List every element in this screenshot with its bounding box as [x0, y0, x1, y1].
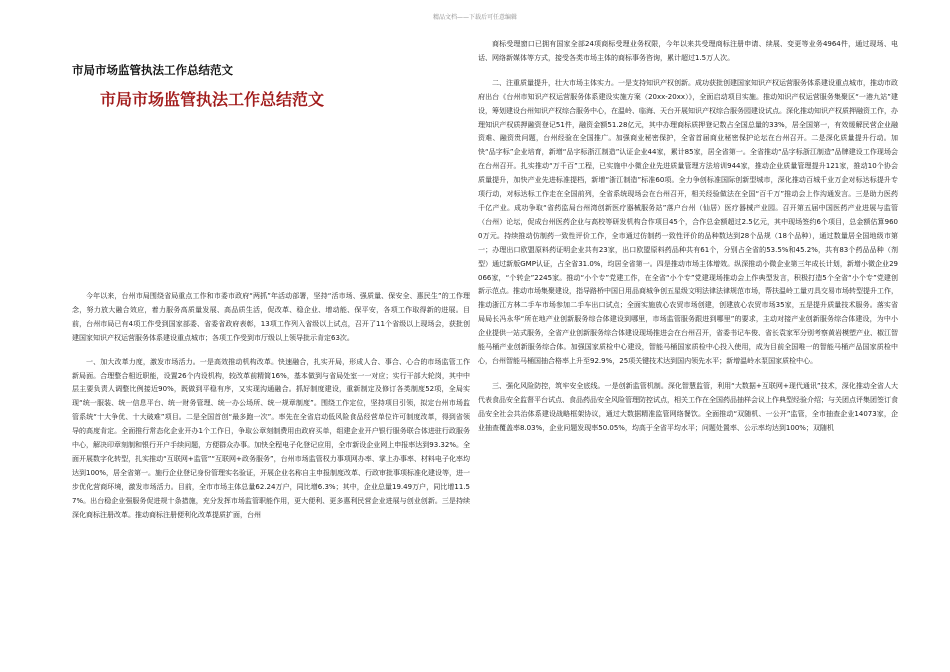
paragraph: 二、注重质量提升，壮大市场主体实力。一是支持知识产权创新。成功获批创建国家知识产权运营服务体系建设重点城市，推动市政府出台《台州市知识产权运营服务体系建设实施方案（20xx-20xx）》，全面启动项目实施。推动知识产权运营服务集聚区“一港九站”建设，筹划建设台州知识产权综合服务中心，在温岭、临海、天台开展知识产权综合服务园建设试点。深化推动知识产权质押融资工作，办理知识产权质押融资登记51件，融资金额51.28亿元，其中办理商标质押登记数占全国总量的33%，居全国第一，有效缓解民营企业融资难、融资贵问题，台州经验在全国推广。加强商业秘密保护，全省首届商业秘密保护论坛在台州召开。二是深化质量提升行动。加快“品字标”企业培育，新增“品字标浙江制造”认证企业44家，累计85家，居全省第一。全省推动“品字标浙江制造”品牌建设工作现场会在台州召开。扎实推动“万千百”工程，已实施中小微企业先进质量管理方法培训944家，推动企业质量管理提升121家，推动10个协会质量提升，加快产业先进标准提档，新增“浙江制造”标准60项。全力争创标准国际创新型城市，深化推动百城千业万企对标达标提升专项行动，对标达标工作走在全国前列，全省系统现场会在台州召开，相关经验做法在全国“百千万”推动会上作沟通发言。三是助力医药千亿产业。成功争取“省药监局台州湾创新医疗器械服务站”落户台州（仙居）医疗器械产业园。召开第五届中国医药产业进展与监管（台州）论坛，促成台州医药企业与高校等研发机构合作项目45个，合作总金额超过2.5亿元，其中现场签约6个项目，总金额估算9600万元。持续推动仿制药一致性评价工作，全市通过仿制药一致性评价的品种数达到28个品规（18个品种），通过数量居全国地级市第一；办理出口欧盟原料药证明企业共有23家，出口欧盟原料药品种共有61个，分别占全省的53.5%和45.2%，共有83个药品品种（剂型）通过新版GMP认证，占全省31.0%，均居全省第一。四是推动市场主体增效。纵深推动小微企业第三年成长计划，新增小微企业29066家，“个转企”2245家。推动“小个专”党建工作，在全省“小个专”党建现场推动会上作典型发言，积极打造5个全省“小个专”党建创新示范点。推动市场集聚建设，指导路桥中国日用品商城争创五星级文明法律法律规范市场，帮扶温岭工量刃具交易市场转型提升工作，推动浙江方林二手车市场参加二手车出口试点；全面实施放心农贸市场创建，创建放心农贸市场35家，五是提升质量技术服务。落实省局局长冯永华“所在地产业创新服务综合体建设到哪里，市场监管服务跟进到哪里”的要求，主动对接产业创新服务综合体建设，为中小企业提供一站式服务，全省产业创新服务综合体建设现场推进会在台州召开，省委书记车俊、省长袁家军分别考察黄岩模塑产业、椒江智能马桶产业创新服务综合体。加强国家质检中心建设，智能马桶国家质检中心投入使用，成为目前全国唯一的智能马桶产品国家质检中心，台州智能马桶国抽合格率上升至92.9%，25项关键技术达到国内领先水平；新增温岭水泵国家质检中心。 [478, 78, 898, 365]
paragraph: 商标受理窗口已拥有国家全部24项商标受理业务权限，今年以来共受理商标注册申请、续展、变更等业务4964件，通过现场、电话、网络新媒体等方式，接受各类市场主体的商标事务咨询，累计超过1.5万人次。 [478, 40, 898, 62]
blank-space [72, 110, 470, 290]
left-column [72, 62, 470, 533]
paragraph: 今年以来，台州市局围绕省局重点工作和市委市政府“两抓”年活动部署，坚持“活市场、强质量、保安全、惠民生”的工作理念，努力放大融合效应，着力服务高质量发展、高品质生活，促改革、稳企业、增动能、保平安，各项工作取得新的进展。目前，台州市局已有4项工作受到国家部委、省委省政府表彰，13项工作列入省级以上试点，召开了11个省级以上现场会，获批创建国家知识产权运营服务体系建设重点城市；各项工作受到市厅级以上领导批示肯定63次。 [72, 292, 470, 342]
paragraph: 三、强化风险防控，筑牢安全底线。一是创新监管机制。深化智慧监管，利用“大数据+互联网+现代通讯”技术，深化推动全省人大代表食品安全监督平台试点、食品药品安全风险管理防控试点，相关工作在全国药品抽样会议上作典型经验介绍；与关团点评集团签订食品安全社会共治体系建设战略框架协议，通过大数据精准监管网络餐饮。全面推动“双随机、一公开”监管，全市抽查企业14073家，企业抽查覆盖率8.03%，企业问题发现率50.05%，均高于全省平均水平；问题处置率、公示率均达到100%；双随机 [478, 381, 898, 432]
paragraph: 一、加大改革力度，激发市场活力。一是高效推动机构改革。快速融合，扎实开局，形成人合、事合、心合的市场监管工作新局面。合理整合相近职能，设置26个内设机构，较改革前精简16%，基本做到与省局处室一一对应；实行干部大轮岗，其中中层主要负责人调整比例接近90%，既做到平稳有序，又实现沟通融合。抓好制度建设，重新制定及修订各类制度52项，全局实现“统一服装、统一信息平台、统一财务管理、统一办公场所、统一规章制度”。围绕工作定位，坚持项目引领，拟定台州市场监管系统“十大争优、十大破难”项目。二是全国首创“最多跑一次”。率先在全省启动低风险食品经营单位许可制度改革，得到省领导的高度肯定。全面推行常态化企业开办1个工作日，争取公章刻制费用由政府买单，组建企业开户银行服务联合体进驻行政服务中心，解决印章刻制和银行开户手续问题，方便群众办事。加快全程电子化登记应用，全市新设企业网上申报率达到93.32%。全面开展数字化转型，扎实推动“互联网+监管”“互联网+政务服务”，台州市场监管权力事项网办率、掌上办事率、材料电子化率均达到100%，居全省第一。施行企业登记身份管理实名验证，开展企业名称自主申报制度改革、行政审批事项标准化建设等，进一步优化营商环境，激发市场活力。目前，全市市场主体总量62.24万户，同比增6.3%；其中，企业总量19.49万户，同比增11.57%。出台稳企业强服务促进规十条措施，充分发挥市场监管职能作用，更大便利、更多惠利民营企业进展与创业创新。三是持续深化商标注册改革。推动商标注册便利化改革提质扩面，台州 [72, 357, 471, 519]
right-column [478, 38, 898, 446]
document-title-large: 市局市场监管执法工作总结范文 [100, 90, 325, 109]
document-title-small: 市局市场监管执法工作总结范文 [72, 63, 233, 77]
header-note: 精品文档——下载后可任意编辑 [432, 14, 517, 21]
